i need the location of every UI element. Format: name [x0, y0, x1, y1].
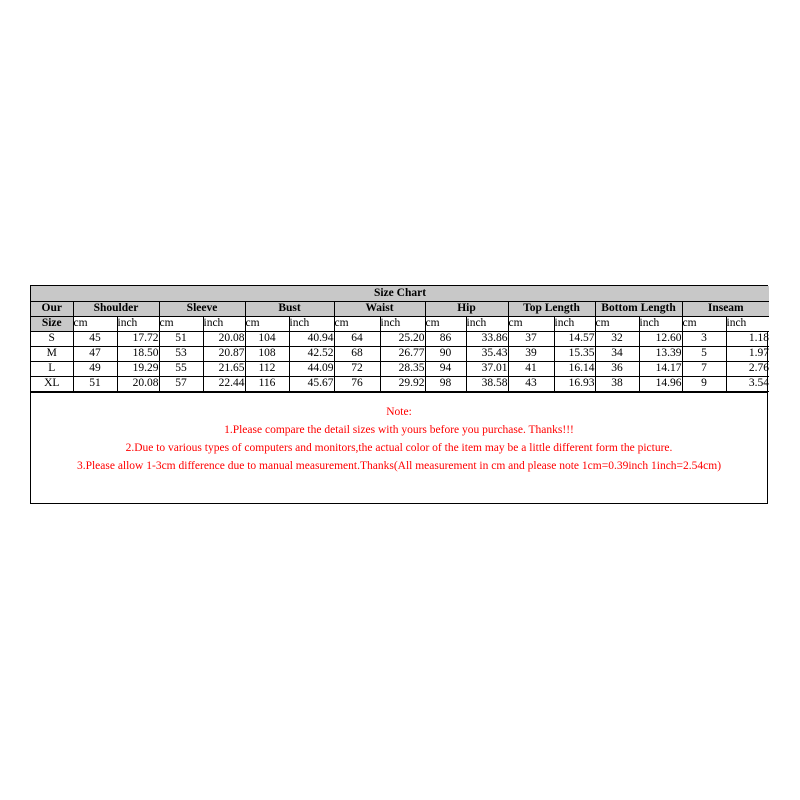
table-cell: 72	[334, 361, 380, 376]
table-cell: 29.92	[380, 376, 425, 391]
table-cell: 104	[245, 331, 289, 346]
table-cell: 45	[73, 331, 117, 346]
table-cell: 34	[595, 346, 639, 361]
column-header-bottom-length: Bottom Length	[595, 301, 682, 316]
column-header-bust: Bust	[245, 301, 334, 316]
size-label: S	[31, 331, 73, 346]
table-cell: 76	[334, 376, 380, 391]
table-cell: 90	[425, 346, 466, 361]
note-line: 1.Please compare the detail sizes with yours before you purchase. Thanks!!!	[224, 423, 574, 436]
table-cell: 40.94	[289, 331, 334, 346]
table-cell: 38	[595, 376, 639, 391]
size-label: XL	[31, 376, 73, 391]
table-row	[31, 346, 769, 361]
table-cell: 12.60	[639, 331, 682, 346]
table-cell: 9	[682, 376, 726, 391]
table-cell: 64	[334, 331, 380, 346]
unit-label: inch	[726, 316, 769, 331]
unit-label: inch	[117, 316, 159, 331]
unit-label: cm	[245, 316, 289, 331]
column-header-inseam: Inseam	[682, 301, 769, 316]
table-cell: 22.44	[203, 376, 245, 391]
table-cell: 42.52	[289, 346, 334, 361]
table-cell: 36	[595, 361, 639, 376]
unit-label: cm	[159, 316, 203, 331]
table-cell: 45.67	[289, 376, 334, 391]
table-cell: 37.01	[466, 361, 508, 376]
table-cell: 15.35	[554, 346, 595, 361]
table-cell: 37	[508, 331, 554, 346]
table-cell: 16.14	[554, 361, 595, 376]
table-cell: 55	[159, 361, 203, 376]
table-cell: 68	[334, 346, 380, 361]
unit-label: cm	[73, 316, 117, 331]
column-header-shoulder: Shoulder	[73, 301, 159, 316]
table-cell: 1.18	[726, 331, 769, 346]
table-cell: 33.86	[466, 331, 508, 346]
column-header-hip: Hip	[425, 301, 508, 316]
table-cell: 20.08	[117, 376, 159, 391]
unit-label: cm	[595, 316, 639, 331]
column-header-top-length: Top Length	[508, 301, 595, 316]
unit-label: inch	[554, 316, 595, 331]
table-cell: 14.96	[639, 376, 682, 391]
table-cell: 3	[682, 331, 726, 346]
note-line: 2.Due to various types of computers and monitors,the actual color of the item may be a little different form the picture.	[125, 441, 673, 454]
table-cell: 32	[595, 331, 639, 346]
table-row	[31, 376, 769, 391]
table-cell: 98	[425, 376, 466, 391]
table-cell: 1.97	[726, 346, 769, 361]
table-row	[31, 361, 769, 376]
column-header-waist: Waist	[334, 301, 425, 316]
unit-label: cm	[682, 316, 726, 331]
table-cell: 94	[425, 361, 466, 376]
table-cell: 19.29	[117, 361, 159, 376]
table-cell: 39	[508, 346, 554, 361]
table-cell: 5	[682, 346, 726, 361]
table-cell: 35.43	[466, 346, 508, 361]
note-section	[31, 392, 767, 503]
table-cell: 16.93	[554, 376, 595, 391]
size-header-bottom: Size	[31, 316, 73, 331]
unit-label: cm	[334, 316, 380, 331]
size-chart	[30, 285, 768, 504]
table-cell: 17.72	[117, 331, 159, 346]
table-cell: 7	[682, 361, 726, 376]
table-cell: 14.17	[639, 361, 682, 376]
table-cell: 28.35	[380, 361, 425, 376]
size-header-top: Our	[31, 301, 73, 316]
table-cell: 116	[245, 376, 289, 391]
table-cell: 108	[245, 346, 289, 361]
table-cell: 21.65	[203, 361, 245, 376]
table-cell: 14.57	[554, 331, 595, 346]
table-cell: 51	[73, 376, 117, 391]
table-cell: 47	[73, 346, 117, 361]
table-cell: 112	[245, 361, 289, 376]
table-cell: 26.77	[380, 346, 425, 361]
table-cell: 57	[159, 376, 203, 391]
table-cell: 44.09	[289, 361, 334, 376]
size-table	[31, 286, 769, 392]
chart-title: Size Chart	[31, 286, 769, 301]
unit-label: inch	[466, 316, 508, 331]
table-cell: 3.54	[726, 376, 769, 391]
table-cell: 51	[159, 331, 203, 346]
table-cell: 38.58	[466, 376, 508, 391]
unit-label: inch	[203, 316, 245, 331]
table-cell: 13.39	[639, 346, 682, 361]
unit-label: cm	[425, 316, 466, 331]
table-cell: 18.50	[117, 346, 159, 361]
table-cell: 43	[508, 376, 554, 391]
unit-label: inch	[380, 316, 425, 331]
unit-label: inch	[639, 316, 682, 331]
size-label: M	[31, 346, 73, 361]
note-line: 3.Please allow 1-3cm difference due to manual measurement.Thanks(All measurement in cm and please note 1cm=0.39inch 1inch=2.54cm)	[76, 459, 722, 472]
table-cell: 53	[159, 346, 203, 361]
table-cell: 86	[425, 331, 466, 346]
note-heading: Note:	[386, 405, 412, 418]
table-cell: 20.08	[203, 331, 245, 346]
column-header-sleeve: Sleeve	[159, 301, 245, 316]
table-cell: 20.87	[203, 346, 245, 361]
table-row	[31, 331, 769, 346]
table-cell: 2.76	[726, 361, 769, 376]
table-cell: 25.20	[380, 331, 425, 346]
unit-label: cm	[508, 316, 554, 331]
size-label: L	[31, 361, 73, 376]
unit-label: inch	[289, 316, 334, 331]
table-cell: 41	[508, 361, 554, 376]
table-cell: 49	[73, 361, 117, 376]
